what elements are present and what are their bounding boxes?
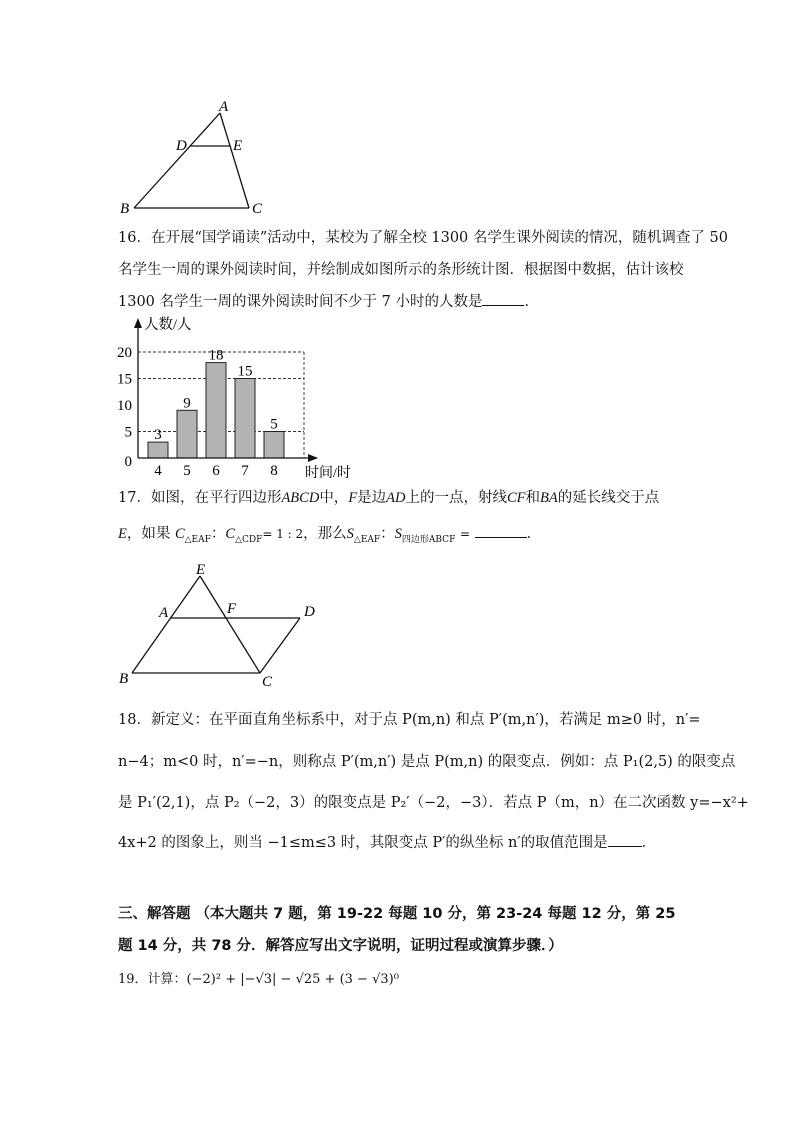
q17-text-a: 17．如图，在平行四边形 [118,490,282,506]
q18-line2: n−4；m<0 时，n′=−n，则称点 P′(m,n′) 是点 P(m,n) 的限变点．例如：点 P₁(2,5) 的限变点 [118,754,736,770]
triangle-figure [112,95,272,220]
q17-s1: S [346,526,354,542]
q19-label: 19．计算： [118,972,187,987]
label-E: E [233,138,243,154]
q16-line1: 16．在开展“国学诵读”活动中，某校为了解全校 1300 名学生课外阅读的情况，随机调查了 50 [118,230,728,246]
bar-4 [148,442,168,458]
q16-line3 [118,291,539,312]
label-A: A [219,99,229,115]
y-tick-10: 10 [117,398,132,414]
bar-6 [206,363,226,458]
q19-expression: (−2)² + |−√3| − √25 + (3 − √3)⁰ [186,972,399,987]
q18-end: ． [641,835,657,851]
label-C: C [252,201,263,217]
q16-line2: 名学生一周的课外阅读时间，并绘制成如图所示的条形统计图．根据图中数据，估计该校 [118,262,684,278]
y-tick-5: 5 [124,424,132,441]
x-axis-arrow [308,454,318,462]
bar-label-4: 3 [154,427,162,444]
y-axis-title: 人数/人 [144,317,192,333]
q17-e: E [118,526,127,542]
q17-ratio: = 1 : 2 [262,527,304,541]
q18-line4-text: 4x+2 的图象上，则当 −1≤m≤3 时，其限变点 P′的纵坐标 n′的取值范围是 [118,835,608,851]
q17-f: F [348,490,358,506]
q17-s2: S [394,526,402,542]
q17-s1-sub: △EAF [353,534,381,545]
y-tick-20: 20 [117,345,132,361]
x-axis-title: 时间/时 [305,466,351,481]
q18-line1: 18．新定义：在平面直角坐标系中，对于点 P(m,n) 和点 P′(m,n′)，若满足 m≥0 时，n′= [118,712,701,728]
q17-c2: C [225,526,236,542]
q17-ba: BA [540,490,558,506]
bar-7 [235,379,255,459]
label-A: A [159,605,169,621]
x-tick-8: 8 [270,463,278,479]
q17-line2 [118,523,541,550]
q17-ad: AD [386,490,406,506]
q17-s2-sub: 四边形ABCF [401,534,456,545]
bar-chart [112,312,372,482]
q17-text-g: ，如果 [126,526,171,542]
q17-colon1: ： [210,526,226,542]
y-tick-15: 15 [117,371,132,388]
bar-label-5: 9 [183,395,191,412]
q17-c1: C [174,526,185,542]
answer-blank-18[interactable] [608,832,642,847]
label-D: D [176,138,187,154]
bar-8 [264,432,284,459]
bar-label-7: 15 [237,363,253,380]
q17-c1-sub: △EAF [184,534,211,545]
x-tick-4: 4 [154,463,162,479]
answer-blank-17[interactable] [475,523,527,538]
q17-c2-sub: △CDF [235,534,263,545]
q17-cf: CF [507,490,526,506]
label-F: F [227,601,237,617]
q17-end: ． [526,526,542,542]
parallelogram-figure [112,558,332,690]
q17-abcd: ABCD [281,490,320,506]
bar-label-6: 18 [208,347,224,364]
section3-heading-line1: 三、解答题 （本大题共 7 题，第 19-22 每题 10 分，第 23-24 每题 12 分，第 25 [118,906,676,922]
q17-text-d: 上的一点，射线 [405,490,508,506]
section3-heading-line2: 题 14 分，共 78 分．解答应写出文字说明，证明过程或演算步骤．） [118,938,563,954]
q17-eq: = [459,527,470,541]
q17-text-h: ，那么 [303,526,347,542]
q18-line4 [118,832,656,853]
x-tick-6: 6 [212,463,220,479]
label-B: B [120,201,130,217]
q18-line3: 是 P₁′(2,1)，点 P₂（−2，3）的限变点是 P₂′（−2，−3）．若点 P（m，n）在二次函数 y=−x²+ [118,795,749,811]
q17-text-e: 和 [525,490,541,506]
q17-text-c: 是边 [357,490,387,506]
x-tick-5: 5 [183,463,191,479]
bar-5 [177,410,197,458]
q19 [118,970,399,990]
answer-blank-16[interactable] [482,291,524,306]
q17-colon2: ： [380,526,395,542]
label-E: E [196,562,206,578]
q17-line1 [118,488,659,508]
q17-text-f: 的延长线交于点 [557,490,660,506]
y-tick-0: 0 [124,454,132,470]
y-axis-arrow [134,318,142,328]
q17-text-b: 中， [319,490,349,506]
q16-line3-text: 1300 名学生一周的课外阅读时间不少于 7 小时的人数是 [118,294,483,310]
bar-label-8: 5 [270,416,278,433]
label-D: D [304,604,315,620]
q16-end: ． [524,294,539,310]
label-C: C [262,674,273,690]
label-B: B [119,671,129,687]
x-tick-7: 7 [241,463,249,479]
